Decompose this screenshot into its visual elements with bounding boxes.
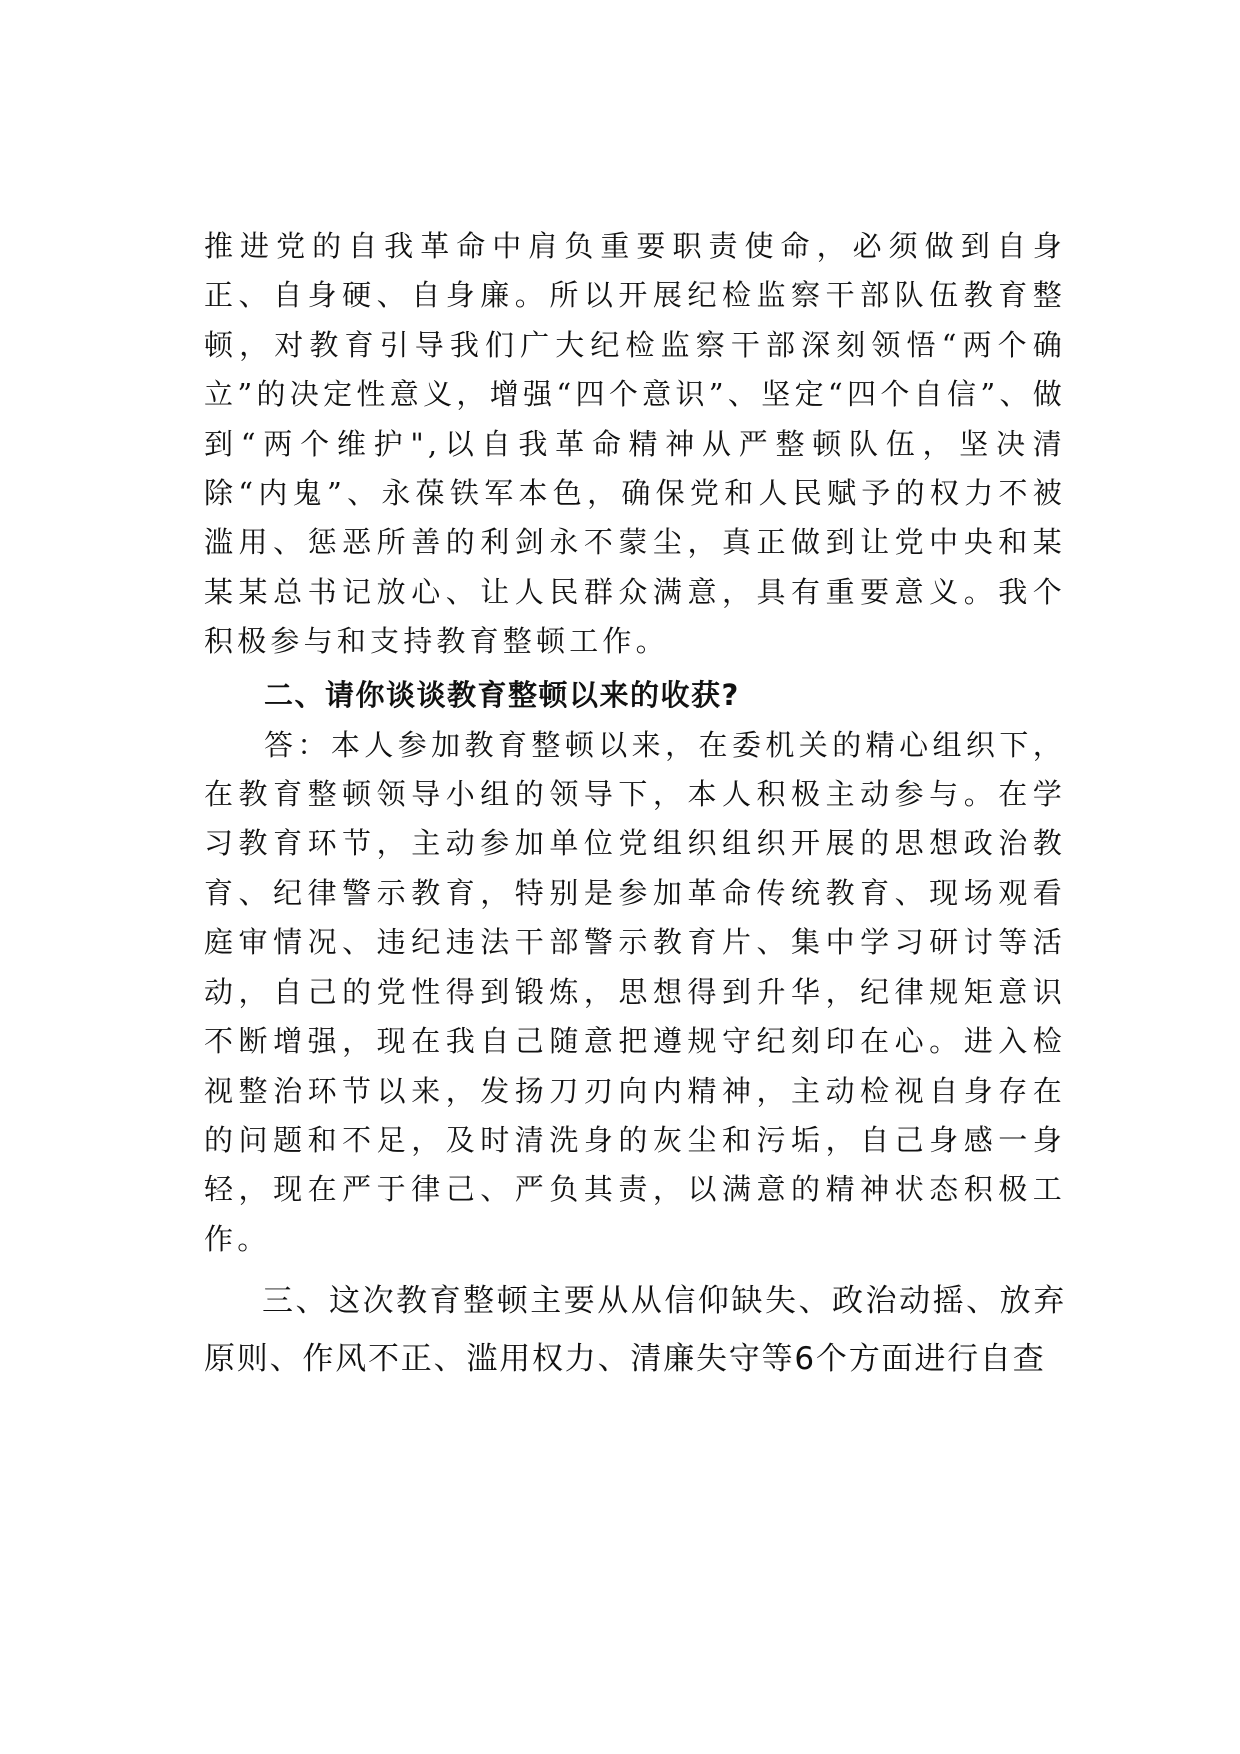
section-3-paragraph: 三、这次教育整顿主要从从信仰缺失、政治动摇、放弃原则、作风不正、滥用权力、清廉失守等6个方面进行自查 — [204, 1283, 1066, 1378]
document-body — [204, 222, 1066, 1388]
paragraph-continuation: 推进党的自我革命中肩负重要职责使命，必须做到自身正、自身硬、自身廉。所以开展纪检监察干部队伍教育整顿，对教育引导我们广大纪检监察干部深刻领悟“两个确立”的决定性意义，增强“四个意识”、坚定“四个自信”、做到“两个维护",以自我革命精神从严整顿队伍，坚决清除“内鬼”、永葆铁军本色，确保党和人民赋予的权力不被滥用、惩恶所善的利剑永不蒙尘，真正做到让党中央和某某某总书记放心、让人民群众满意，具有重要意义。我个积极参与和支持教育整顿工作。 — [204, 229, 1066, 659]
answer-paragraph: 答：本人参加教育整顿以来，在委机关的精心组织下，在教育整顿领导小组的领导下，本人积极主动参与。在学习教育环节，主动参加单位党组织组织开展的思想政治教育、纪律警示教育，特别是参加革命传统教育、现场观看庭审情况、违纪违法干部警示教育片、集中学习研讨等活动，自己的党性得到锻炼，思想得到升华，纪律规矩意识不断增强，现在我自己随意把遵规守纪刻印在心。进入检视整治环节以来，发扬刀刃向内精神，主动检视自身存在的问题和不足，及时清洗身的灰尘和污垢，自己身感一身轻，现在严于律己、严负其责，以满意的精神状态积极工作。 — [204, 727, 1066, 1256]
section-heading-2: 二、请你谈谈教育整顿以来的收获? — [264, 677, 740, 712]
